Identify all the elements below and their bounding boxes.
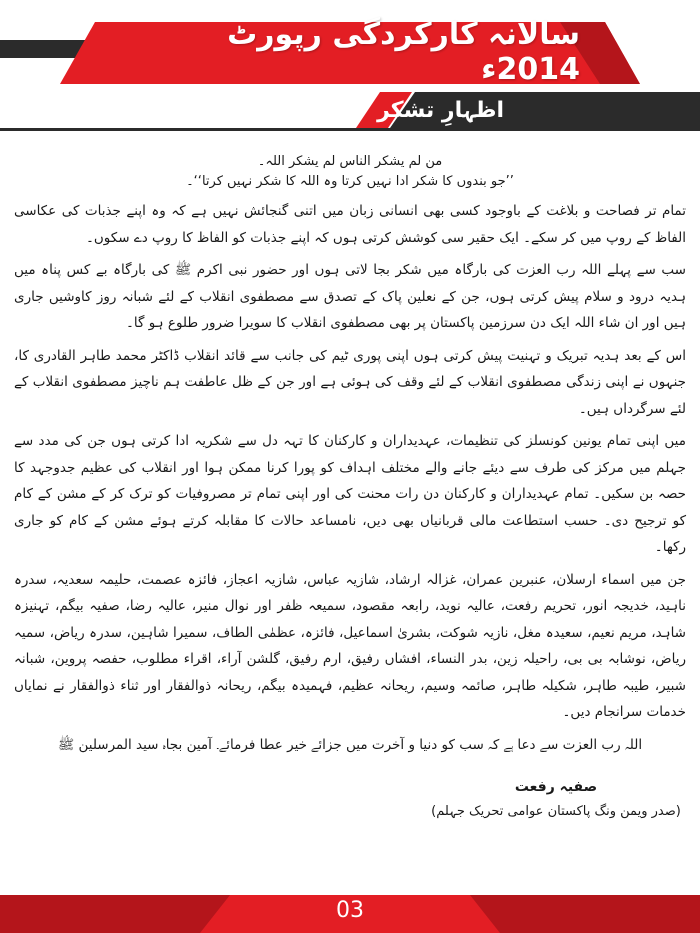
header-banner (0, 0, 700, 92)
page-number: 03 (336, 897, 364, 923)
report-title: سالانہ کارکردگی رپورٹ 2014ء (227, 17, 580, 87)
closing-prayer: اللہ رب العزت سے دعا ہے کہ سب کو دنیا و آخرت میں جزائے خیر عطا فرمائے۔ آمین بجاہ سید المرسلین ﷺ (57, 736, 643, 753)
page-footer (0, 885, 700, 933)
signature-block (426, 774, 686, 824)
paragraph-gratitude-to-allah: سب سے پہلے اللہ رب العزت کی بارگاہ میں شکر بجا لاتی ہوں اور حضور نبی اکرم ﷺ کی بارگاہ بے کس پناہ میں ہدیہ درود و سلام پیش کرتی ہوں، جن کے نعلین پاک کے تصدق سے مصطفوی انقلاب کے لئے شبانہ روز کاوشیں جاری ہیں اور ان شاء اللہ ایک دن سرزمین پاکستان پر بھی مصطفوی انقلاب کا سویرا ضرور طلوع ہو گا۔ (14, 262, 686, 331)
paragraph-tribute-to-leader: اس کے بعد ہدیہ تبریک و تہنیت پیش کرتی ہوں اپنی پوری ٹیم کی جانب سے قائد انقلاب ڈاکٹر محمد طاہر القادری کا، جنہوں نے اپنی زندگی مصطفوی انقلاب کے لئے وقف کی ہوئی ہے اور جن کے ظل عاطفت ہم ناچیز مصطفوی انقلاب کے لئے سرگرداں ہیں۔ (14, 347, 686, 417)
paragraph-intro: تمام تر فصاحت و بلاغت کے باوجود کسی بھی انسانی زبان میں اتنی گنجائش نہیں ہے کہ وہ اپنے جذبات کی عکاسی الفاظ کے روپ میں کر سکے۔ ایک حقیر سی کوشش کرتی ہوں کہ اپنے جذبات کو الفاظ کا روپ دے سکوں۔ (14, 203, 686, 246)
signatory-name: صفیہ رفعت (514, 779, 598, 795)
paragraph-worker-names: جن میں اسماء ارسلان، عنبرین عمران، غزالہ ارشاد، شازیہ عباس، شازیہ اعجاز، فائزہ عصمت، حلیمہ سعدیہ، سدرہ ناہید، خدیجہ انور، تحریم رفعت، عالیہ نوید، رابعہ مقصود، سمیعہ ظفر اور نوال منیر، عالیہ رضا، صفیہ بیگم، تہنیزہ شاہد، مریم نعیم، سعیدہ مغل، نازیہ شوکت، بشریٰ اسماعیل، فائزہ، عظمٰی الطاف، سمیرا شاہین، سدرہ ریاض، سمیہ ریاض، نوشابہ بی بی، راحیلہ زین، بدر النساء، افشاں رفیق، ارم رفیق، گلشن آراء، اقراء مطلوب، حفصہ پروین، شبانہ شبیر، طیبہ طاہر، شکیلہ طاہر، صائمہ وسیم، ریحانہ عظیم، فہمیدہ بیگم، ریحانہ ذوالفقار اور ثناء ذوالفقار نے نمایاں خدمات سرانجام دیں۔ (14, 571, 686, 720)
section-header (0, 92, 700, 132)
hadith-translation: ’’جو بندوں کا شکر ادا نہیں کرتا وہ اللہ کا شکر نہیں کرتا‘‘۔ (186, 174, 514, 189)
section-title: اظہارِ تشکر (377, 97, 504, 123)
section-header-graphic (0, 92, 700, 132)
signatory-title: (صدر ویمن ونگ پاکستان عوامی تحریک جہلم) (431, 804, 681, 819)
hadith-arabic: من لم یشکر الناس لم یشکر اللہ۔ (257, 154, 443, 169)
report-body (14, 152, 686, 824)
paragraph-thanks-to-team: میں اپنی تمام یونین کونسلز کی تنظیمات، عہدیداران و کارکنان کا تہہ دل سے شکریہ ادا کرتی ہوں جن کی مدد سے جہلم میں مرکز کی طرف سے دیئے جانے والے مختلف اہداف کو پورا کرنا ممکن ہوا اور انقلاب کی عظیم جدوجہد کا حصہ بن سکیں۔ تمام عہدیداران و کارکنان دن رات محنت کی اور اپنی تمام تر مصروفیات کو ترک کر کے مشن کے کام کو ترجیح دی۔ حسب استطاعت مالی قربانیاں بھی دیں، نامساعد حالات کا مقابلہ کرتے ہوئے مشن کے کام کو جاری رکھا۔ (14, 433, 686, 555)
opening-quote (14, 152, 686, 192)
